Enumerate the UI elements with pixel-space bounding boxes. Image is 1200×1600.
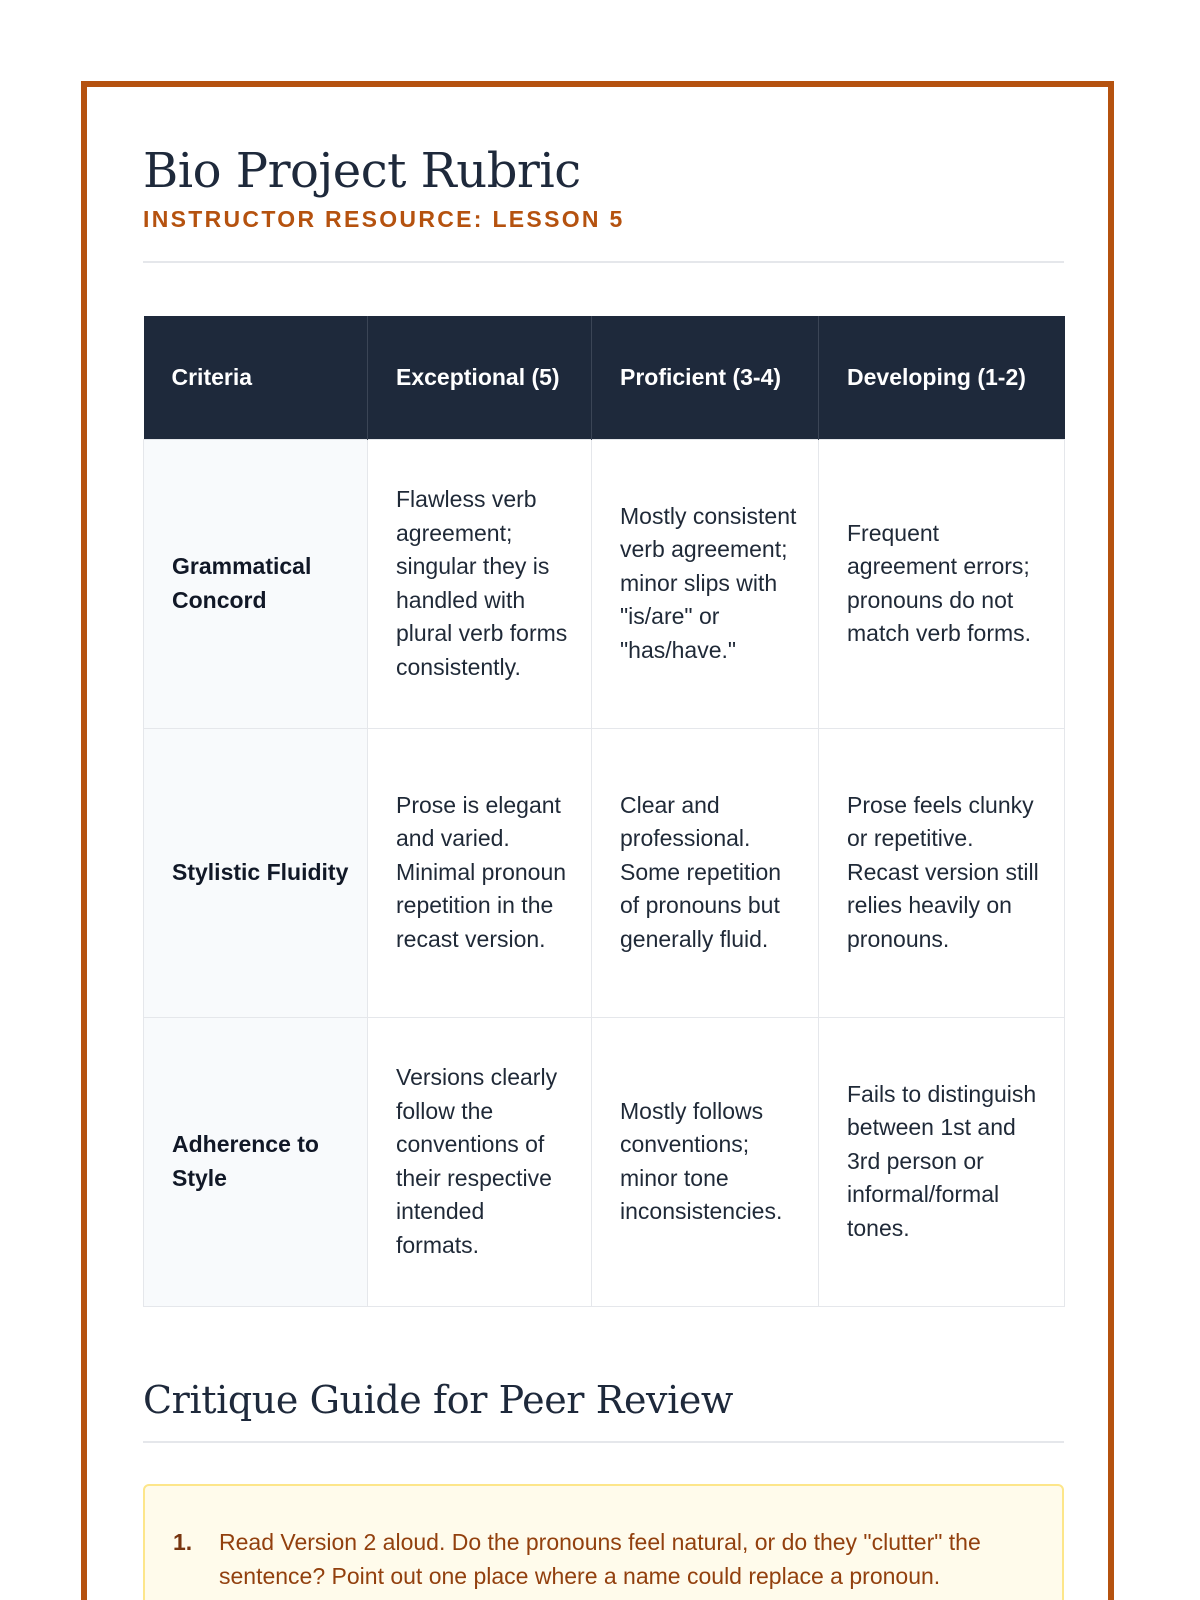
exceptional-cell: Flawless verb agreement; singular they is handled with plural verb forms consistently.: [368, 439, 592, 728]
developing-cell: Fails to distinguish between 1st and 3rd person or informal/formal tones.: [819, 1017, 1065, 1306]
list-item-text: Read Version 2 aloud. Do the pronouns feel natural, or do they "clutter" the sentence? Point out one place where a name could replace a pronoun.: [219, 1529, 981, 1589]
column-header-criteria: Criteria: [144, 316, 368, 439]
rubric-header-row: [144, 316, 1065, 439]
table-row: [144, 1017, 1065, 1306]
table-row: [144, 439, 1065, 728]
list-item-number: 1.: [173, 1529, 193, 1555]
list-item: [173, 1526, 1033, 1593]
page-subtitle: INSTRUCTOR RESOURCE: LESSON 5: [143, 206, 625, 232]
rubric-card: [81, 81, 1114, 1600]
developing-cell: Frequent agreement errors; pronouns do not match verb forms.: [819, 439, 1065, 728]
critique-guide-title: Critique Guide for Peer Review: [143, 1378, 734, 1422]
developing-cell: Prose feels clunky or repetitive. Recast version still relies heavily on pronouns.: [819, 728, 1065, 1017]
proficient-cell: Clear and professional. Some repetition of pronouns but generally fluid.: [592, 728, 819, 1017]
criteria-cell: Grammatical Concord: [144, 439, 368, 728]
criteria-cell: Stylistic Fluidity: [144, 728, 368, 1017]
table-row: [144, 728, 1065, 1017]
exceptional-cell: Versions clearly follow the conventions of their respective intended formats.: [368, 1017, 592, 1306]
page-title: Bio Project Rubric: [143, 143, 581, 199]
exceptional-cell: Prose is elegant and varied. Minimal pronoun repetition in the recast version.: [368, 728, 592, 1017]
column-header-exceptional: Exceptional (5): [368, 316, 592, 439]
section-divider: [143, 1441, 1064, 1443]
header-divider: [143, 261, 1064, 263]
column-header-proficient: Proficient (3-4): [592, 316, 819, 439]
proficient-cell: Mostly consistent verb agreement; minor slips with "is/are" or "has/have.": [592, 439, 819, 728]
proficient-cell: Mostly follows conventions; minor tone inconsistencies.: [592, 1017, 819, 1306]
critique-guide-box: [143, 1484, 1064, 1600]
rubric-table: [143, 316, 1065, 1307]
criteria-cell: Adherence to Style: [144, 1017, 368, 1306]
column-header-developing: Developing (1-2): [819, 316, 1065, 439]
